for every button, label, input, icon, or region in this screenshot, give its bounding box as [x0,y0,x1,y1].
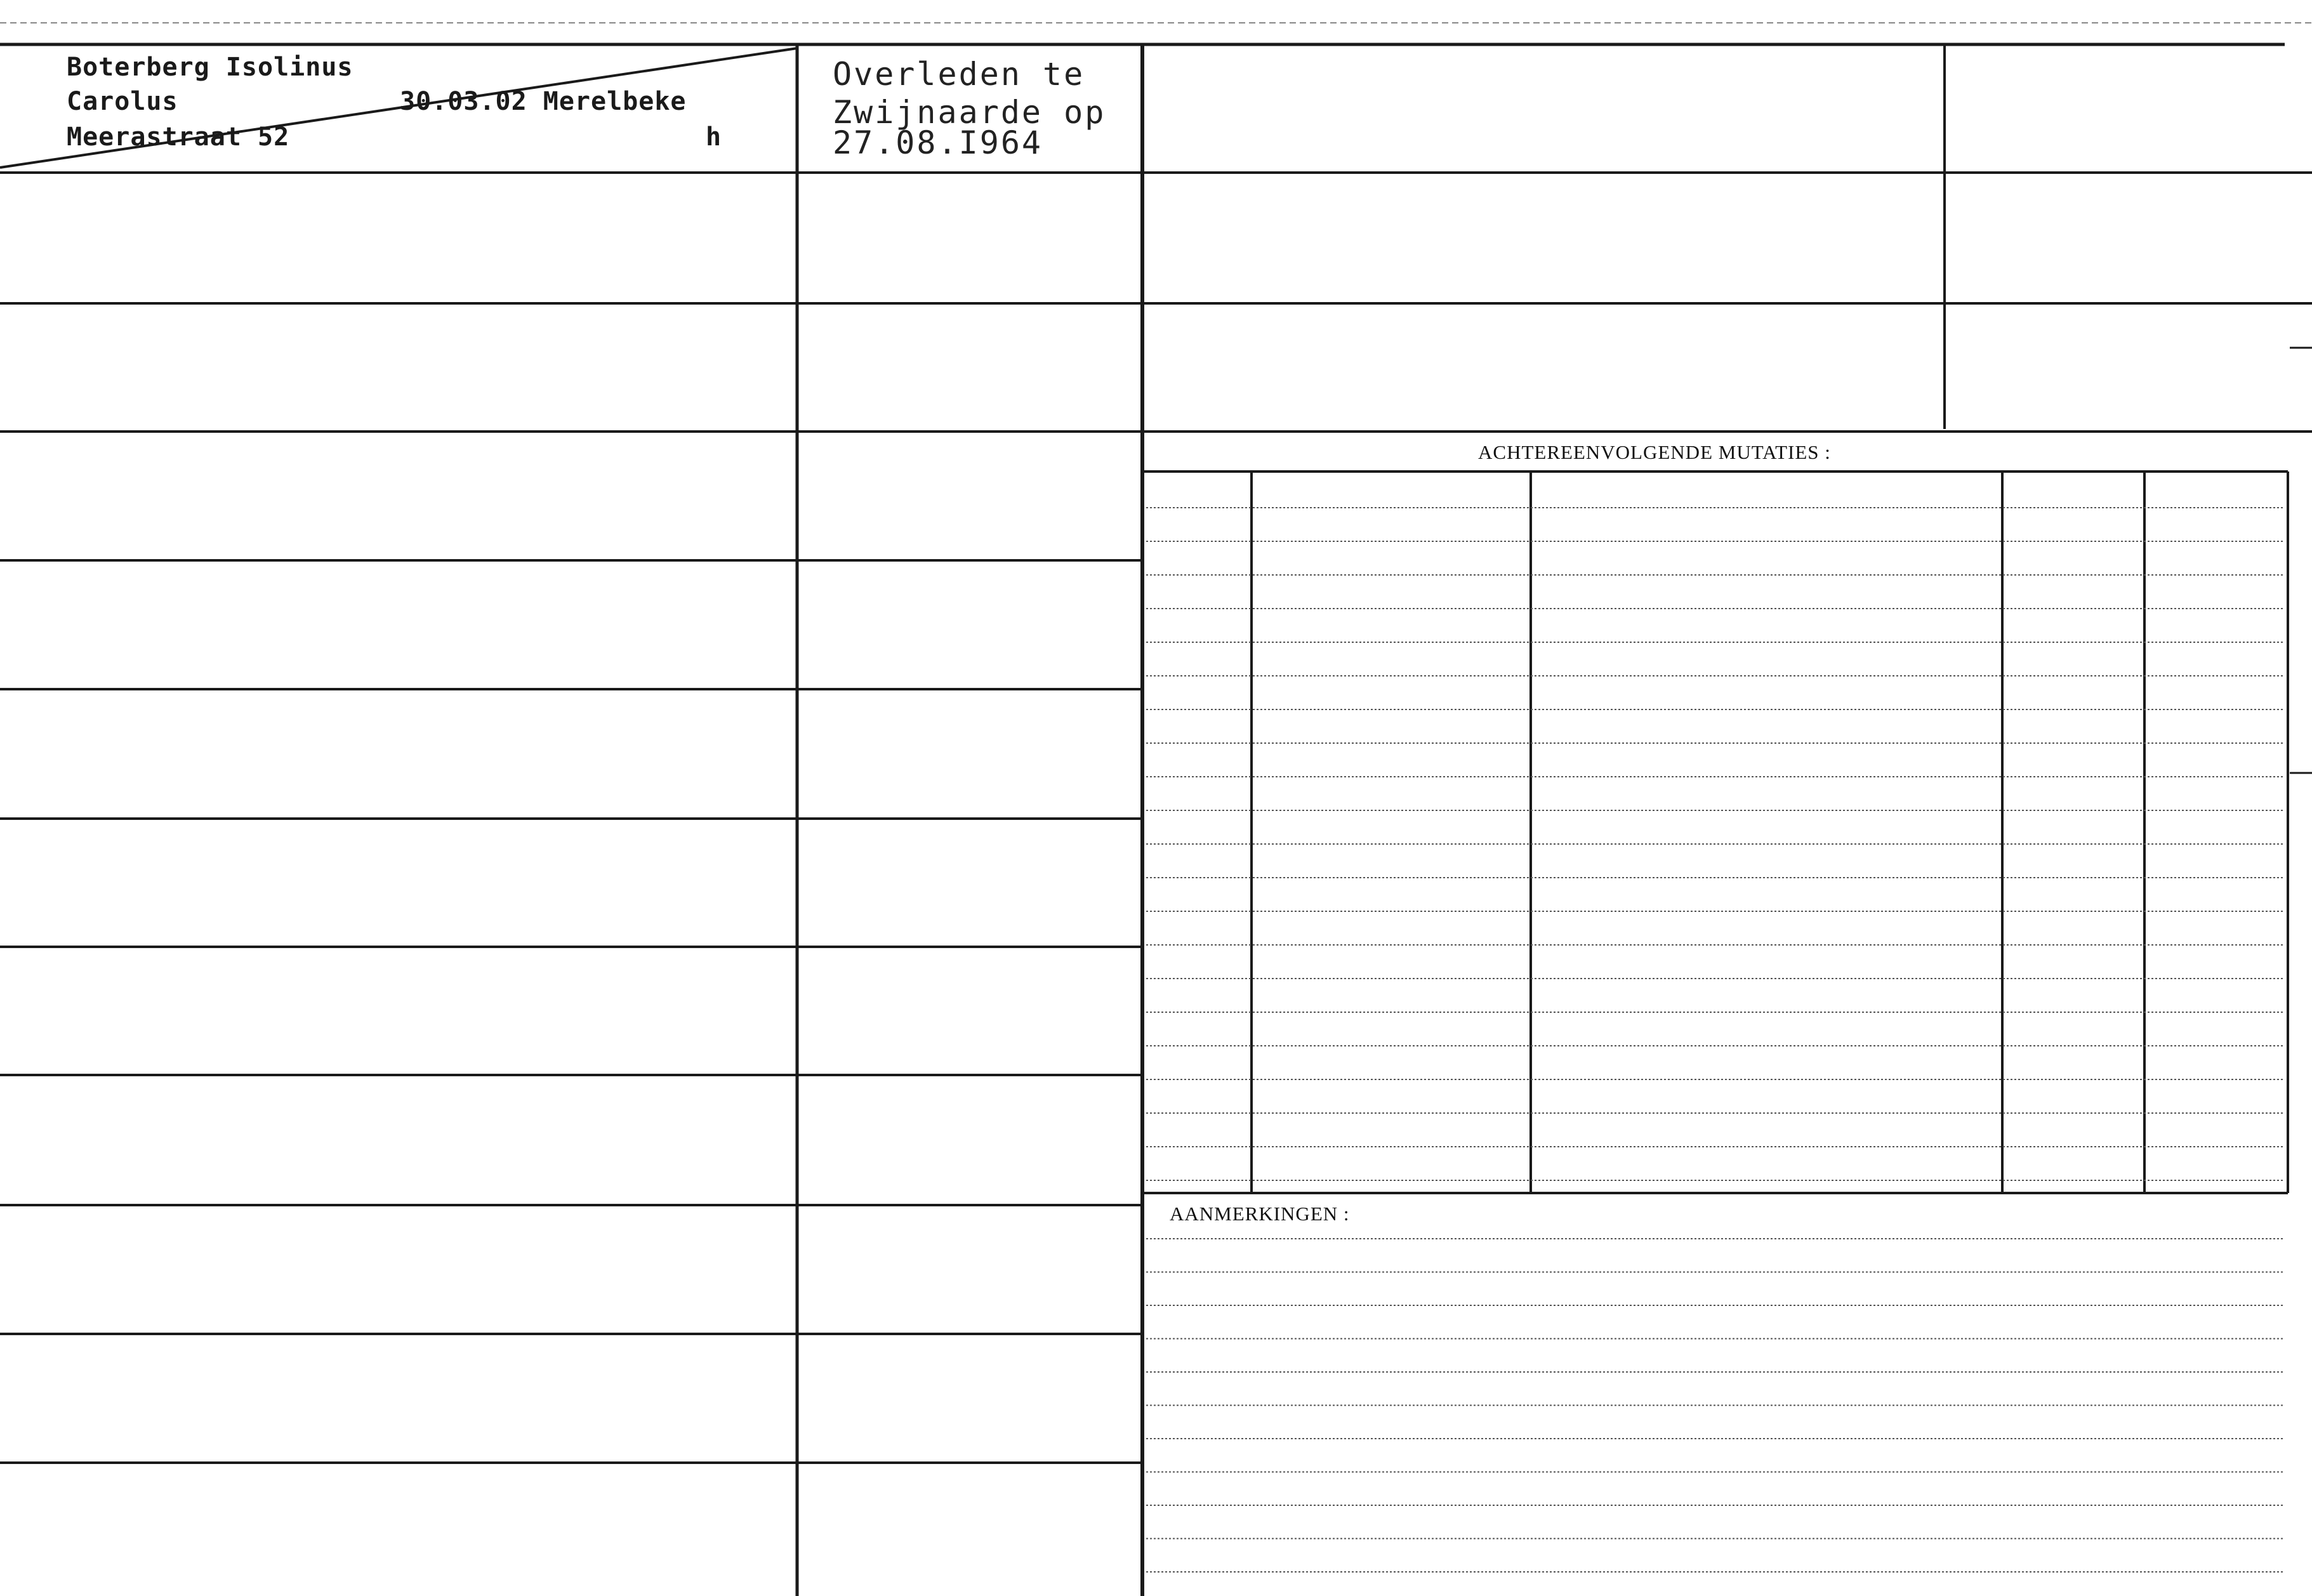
address: Meerastraat 52 [67,122,290,152]
birth-date-place: 30.03.02 Merelbeke [400,87,687,116]
death-note-line-1: Overleden te [833,56,1085,93]
name-line-2: Carolus [67,87,178,116]
death-note-line-3: 27.08.I964 [833,124,1043,161]
sex-mark: h [706,122,722,152]
name-line-1: Boterberg Isolinus [67,53,353,82]
death-note-line-2: Zwijnaarde op [833,94,1106,131]
remarks-heading: AANMERKINGEN : [1170,1203,1350,1225]
mutations-heading: ACHTEREENVOLGENDE MUTATIES : [1478,441,1831,463]
